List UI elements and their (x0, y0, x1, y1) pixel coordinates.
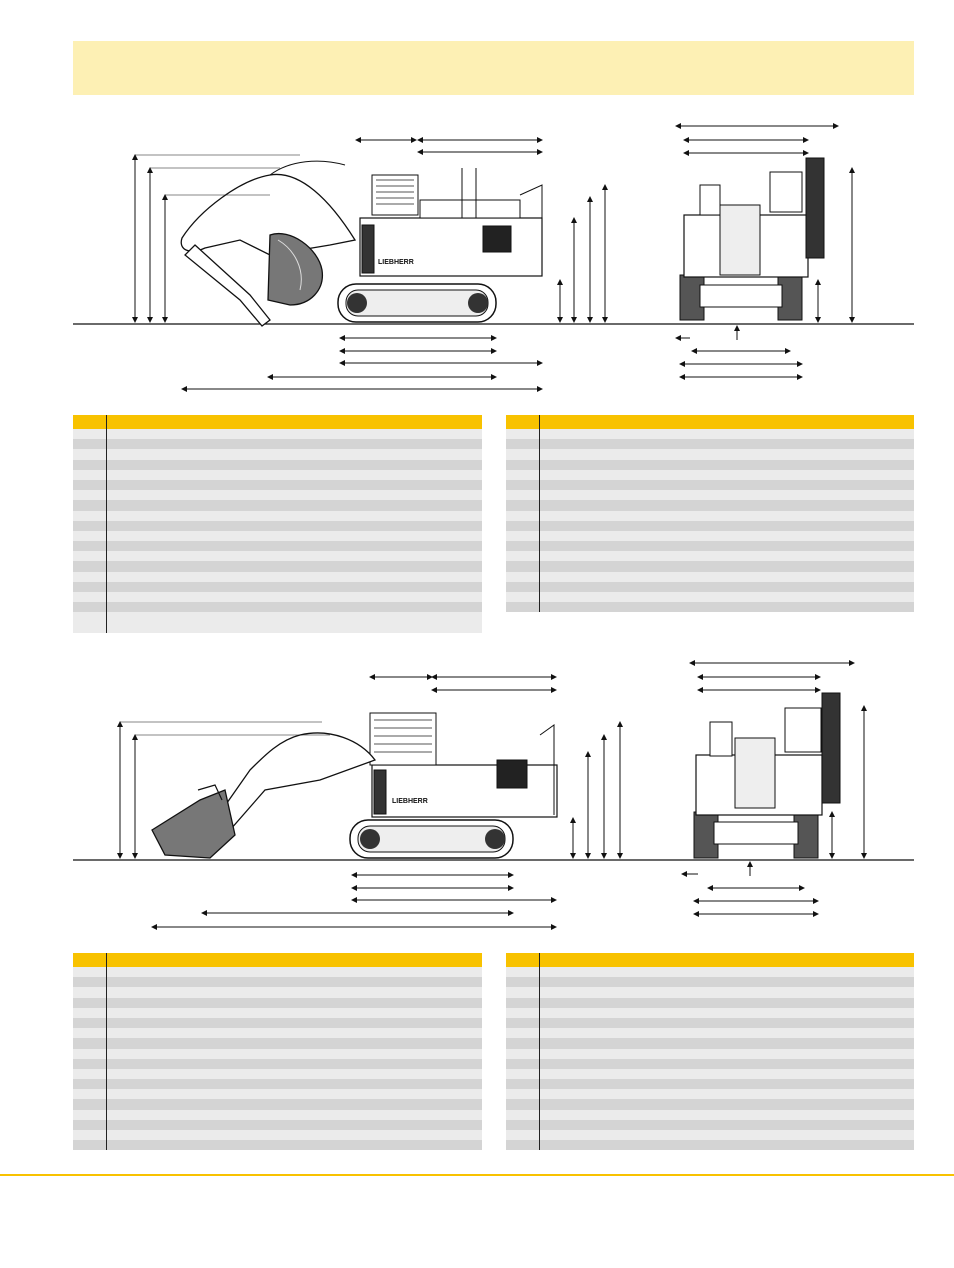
svg-text:LIEBHERR: LIEBHERR (392, 798, 428, 805)
table-row (506, 998, 914, 1008)
table-header (506, 415, 914, 429)
table-row (73, 623, 482, 633)
table-row (73, 1008, 482, 1018)
table-row (73, 1089, 482, 1099)
table-row (73, 1110, 482, 1120)
table-row (506, 977, 914, 987)
table-row (506, 1008, 914, 1018)
table-row (506, 480, 914, 490)
table-row (506, 967, 914, 977)
table-row (506, 490, 914, 500)
table-row (73, 1099, 482, 1109)
table-row (506, 1130, 914, 1140)
table-row (73, 602, 482, 612)
table-row (73, 470, 482, 480)
table-row (506, 521, 914, 531)
table-row (506, 1028, 914, 1038)
table-row (73, 987, 482, 997)
table-row (73, 429, 482, 439)
table-row (506, 987, 914, 997)
column-divider (106, 415, 107, 633)
table-row (506, 1099, 914, 1109)
table-row (506, 429, 914, 439)
table-row (506, 470, 914, 480)
column-divider (539, 415, 540, 612)
table-row (73, 967, 482, 977)
table-row (506, 541, 914, 551)
table-row (73, 977, 482, 987)
table-row (506, 602, 914, 612)
table-row (73, 551, 482, 561)
table-row (506, 439, 914, 449)
table-row (73, 582, 482, 592)
backhoe-dimensions-table-right (506, 415, 914, 612)
table-row (506, 1110, 914, 1120)
table-row (73, 480, 482, 490)
table-row (506, 561, 914, 571)
backhoe-front-view (676, 126, 852, 377)
table-row (73, 1069, 482, 1079)
backhoe-dimensions-table-left (73, 415, 482, 633)
table-header (73, 953, 482, 967)
table-row (73, 1059, 482, 1069)
shovel-front-view (682, 663, 864, 914)
machine-decal: LIEBHERR (378, 259, 414, 266)
table-row (73, 1018, 482, 1028)
table-row (506, 511, 914, 521)
table-row (73, 439, 482, 449)
table-row (506, 592, 914, 602)
shovel-dimensions-table-left (73, 953, 482, 1150)
footer-rule (0, 1174, 954, 1176)
table-row (73, 1028, 482, 1038)
table-row (506, 1049, 914, 1059)
table-row (73, 612, 482, 622)
table-row (506, 1140, 914, 1150)
table-row (73, 998, 482, 1008)
table-row (73, 1120, 482, 1130)
shovel-dimensions-table-right (506, 953, 914, 1150)
table-row (73, 541, 482, 551)
table-row (506, 500, 914, 510)
table-row (73, 490, 482, 500)
table-row (73, 1049, 482, 1059)
table-row (506, 1059, 914, 1069)
table-row (73, 1079, 482, 1089)
table-header (506, 953, 914, 967)
table-row (506, 551, 914, 561)
table-row (506, 460, 914, 470)
table-row (73, 572, 482, 582)
table-row (73, 1140, 482, 1150)
table-row (73, 460, 482, 470)
table-row (506, 1018, 914, 1028)
table-row (506, 582, 914, 592)
table-row (73, 511, 482, 521)
table-header (73, 415, 482, 429)
table-row (506, 1038, 914, 1048)
column-divider (539, 953, 540, 1150)
table-row (73, 500, 482, 510)
table-row (506, 1089, 914, 1099)
table-row (73, 1038, 482, 1048)
table-row (506, 572, 914, 582)
table-row (73, 1130, 482, 1140)
column-divider (106, 953, 107, 1150)
table-row (73, 521, 482, 531)
table-row (73, 592, 482, 602)
table-row (73, 531, 482, 541)
table-row (73, 561, 482, 571)
table-row (506, 1079, 914, 1089)
table-row (506, 449, 914, 459)
table-row (506, 1069, 914, 1079)
table-row (506, 531, 914, 541)
table-row (506, 1120, 914, 1130)
table-row (73, 449, 482, 459)
